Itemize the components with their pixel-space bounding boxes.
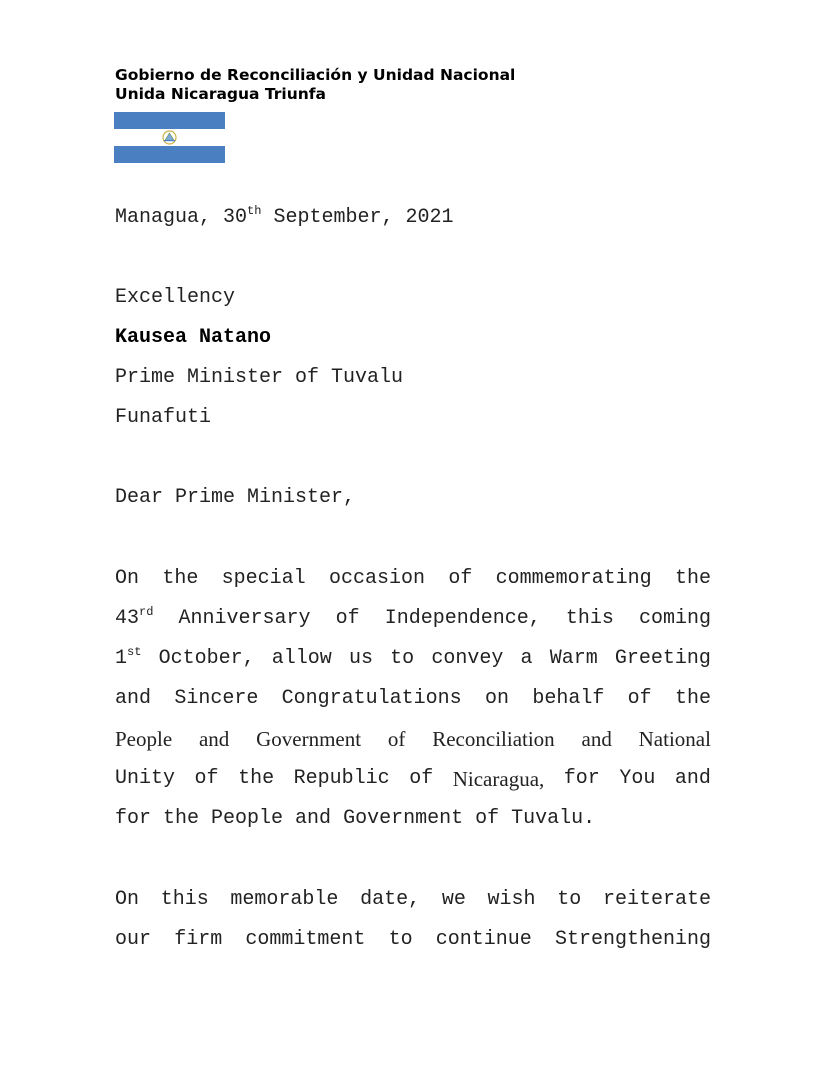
letterhead	[115, 66, 515, 104]
date-prefix: Managua, 30	[115, 206, 248, 229]
paragraph-1-line: Unity of the Republic of Nicaragua, for You and	[115, 767, 711, 791]
recipient-city: Funafuti	[115, 406, 212, 429]
paragraph-1	[115, 559, 711, 839]
paragraph-1-line: People and Government of Reconciliation and National	[115, 727, 711, 751]
paragraph-1-line: for the People and Government of Tuvalu.	[115, 807, 596, 830]
paragraph-2-line: our firm commitment to continue Strengthening	[115, 928, 711, 951]
recipient-name: Kausea Natano	[115, 326, 272, 349]
paragraph-2	[115, 880, 711, 960]
letter-date	[115, 206, 453, 229]
paragraph-2-line: On this memorable date, we wish to reiterate	[115, 888, 711, 911]
paragraph-1-line: 43rd Anniversary of Independence, this coming	[115, 605, 711, 630]
recipient-position: Prime Minister of Tuvalu	[115, 366, 404, 389]
date-ordinal-suffix: th	[247, 204, 262, 218]
paragraph-1-line: and Sincere Congratulations on behalf of the	[115, 687, 711, 710]
greeting: Dear Prime Minister,	[115, 486, 356, 509]
recipient-title: Excellency	[115, 286, 236, 309]
paragraph-1-line: On the special occasion of commemorating the	[115, 567, 711, 590]
paragraph-1-line: 1st October, allow us to convey a Warm Greeting	[115, 645, 711, 670]
nicaragua-flag-icon	[114, 112, 225, 163]
letterhead-line-2: Unida Nicaragua Triunfa	[115, 85, 327, 103]
letterhead-line-1: Gobierno de Reconciliación y Unidad Nacional	[115, 66, 516, 84]
date-rest: September, 2021	[261, 206, 454, 229]
